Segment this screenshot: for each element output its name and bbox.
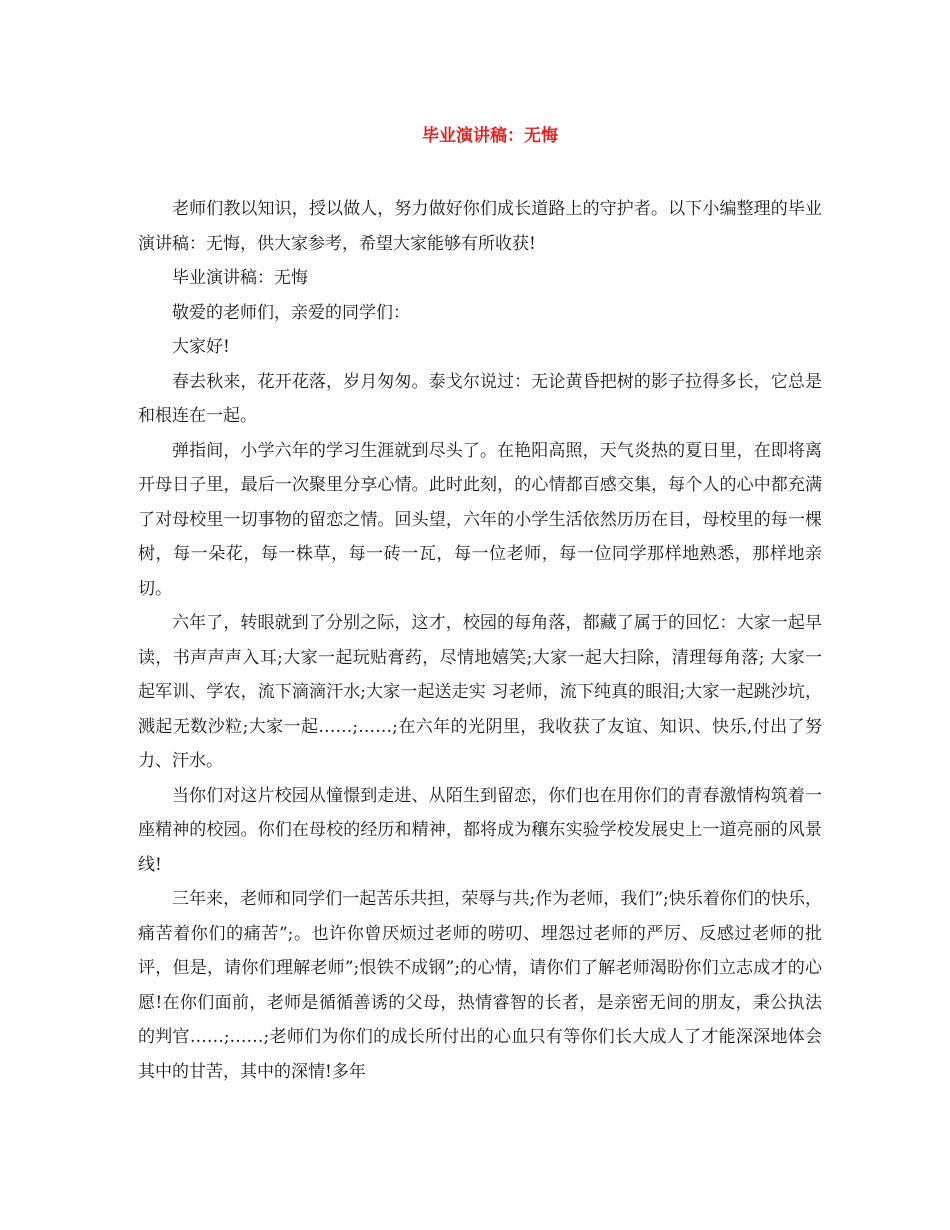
document-title: 毕业演讲稿：无悔: [422, 126, 558, 146]
paragraph-seasons: 春去秋来，花开花落，岁月匆匆。泰戈尔说过：无论黄昏把树的影子拉得多长，它总是和根连在一起。: [138, 371, 822, 426]
paragraph-memories: 六年了，转眼就到了分别之际，这才，校园的每角落，都藏了属于的回忆：大家一起早读，书声声声入耳;大家一起玩贴膏药，尽情地嬉笑;大家一起大扫除，清理每角落; 大家一起军训、学农，流下滴滴汗水;大家一起送走实 习老师，流下纯真的眼泪;大家一起跳沙坑，溅起无数沙粒;大家一起……;……;在六年的光阴里，我收获了友谊、知识、快乐,付出了努力、汗水。: [138, 613, 822, 771]
paragraph-six-years: 弹指间，小学六年的学习生涯就到尽头了。在艳阳高照，天气炎热的夏日里，在即将离开母日子里，最后一次聚里分享心情。此时此刻，的心情都百感交集，每个人的心中都充满了对母校里一切事物的留恋之情。回头望，六年的小学生活依然历历在目，母校里的每一棵树，每一朵花，每一株草，每一砖一瓦，每一位老师，每一位同学那样地熟悉，那样地亲切。: [138, 440, 822, 599]
document-body: [138, 192, 822, 1089]
paragraph-teachers: 三年来，老师和同学们一起苦乐共担，荣辱与共;作为老师，我们”;快乐着你们的快乐，痛苦着你们的痛苦”;。也许你曾厌烦过老师的唠叨、埋怨过老师的严厉、反感过老师的批评，但是，请你们理解老师”;恨铁不成钢”;的心情，请你们了解老师渴盼你们立志成才的心愿!在你们面前，老师是循循善诱的父母，热情睿智的长者，是亲密无间的朋友，秉公执法的判官……;……;老师们为你们的成长所付出的心血只有等你们长大成人了才能深深地体会其中的甘苦，其中的深情!多年: [138, 889, 822, 1082]
paragraph-subtitle: 毕业演讲稿：无悔: [172, 268, 308, 288]
paragraph-campus: 当你们对这片校园从憧憬到走进、从陌生到留恋，你们也在用你们的青春激情构筑着一座精神的校园。你们在母校的经历和精神，都将成为穰东实验学校发展史上一道亮丽的风景线!: [138, 785, 822, 875]
paragraph-salutation: 敬爱的老师们，亲爱的同学们：: [172, 302, 410, 323]
paragraph-greeting: 大家好!: [172, 337, 230, 357]
paragraph-intro: 老师们教以知识，授以做人，努力做好你们成长道路上的守护者。以下小编整理的毕业演讲稿：无悔，供大家参考，希望大家能够有所收获!: [138, 199, 822, 254]
